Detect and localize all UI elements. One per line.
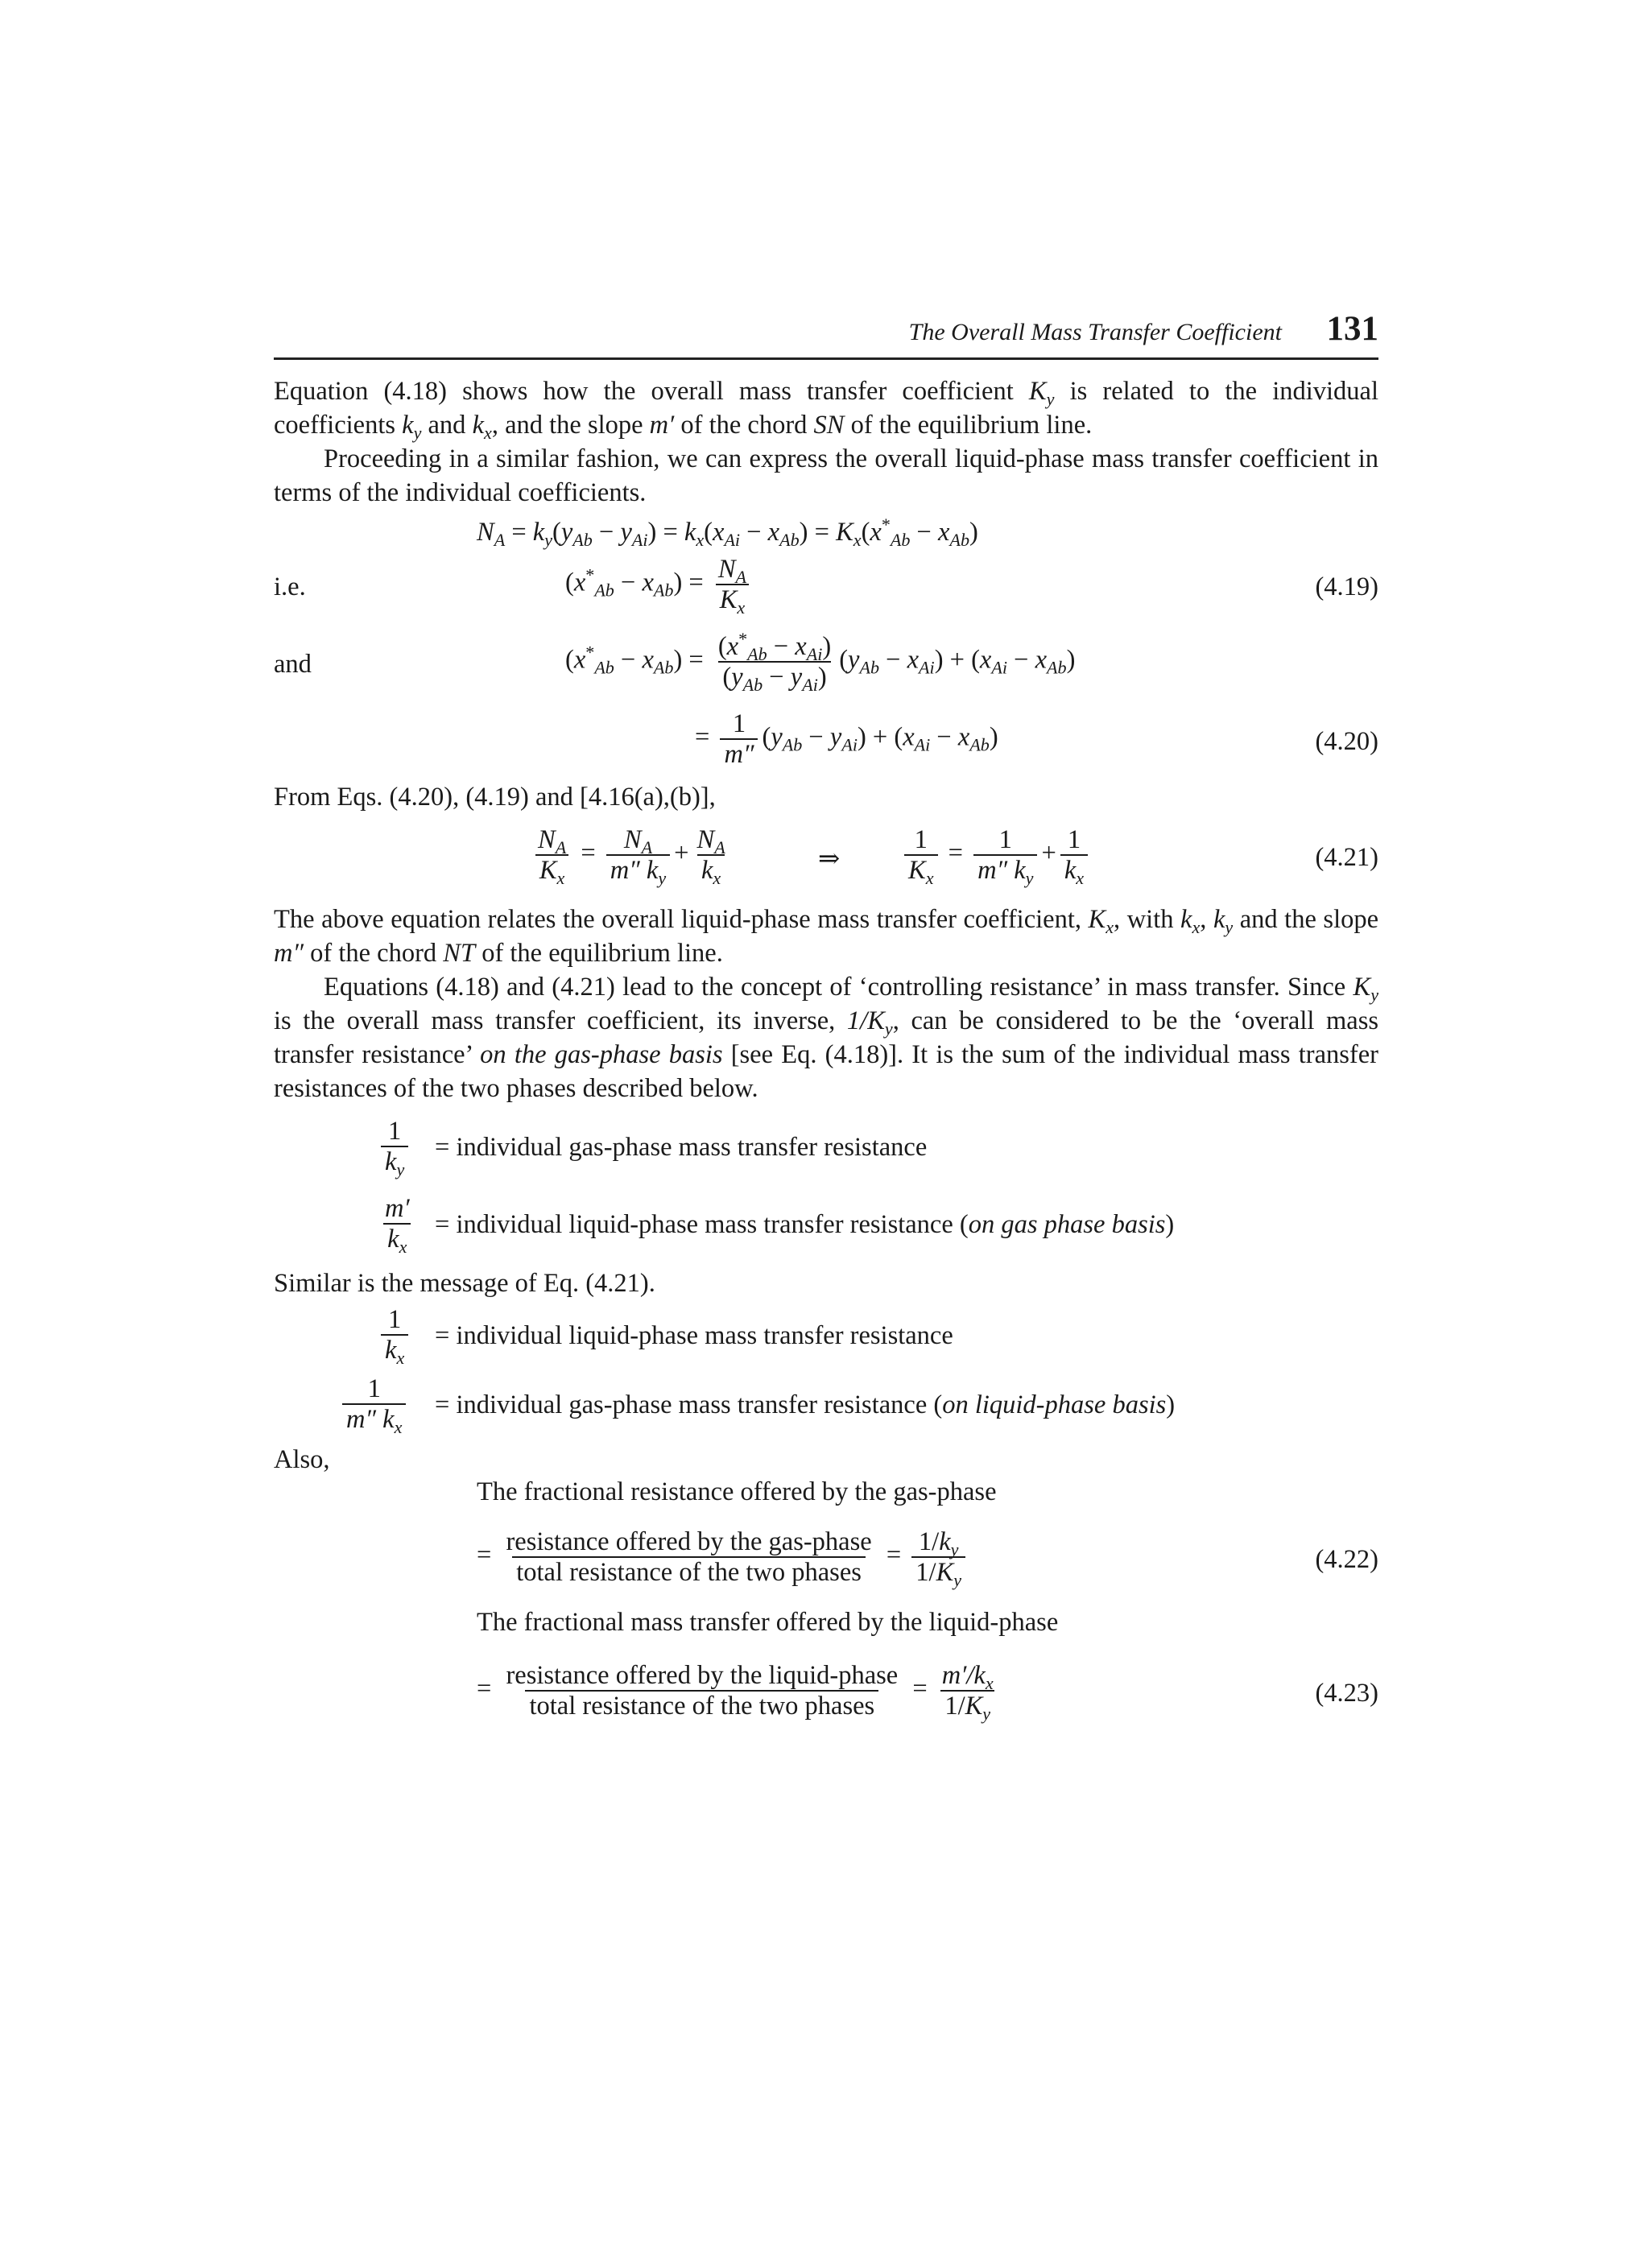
liquid-fraction-heading-row bbox=[274, 1608, 1378, 1653]
equation-number: (4.23) bbox=[1315, 1679, 1378, 1708]
equation-number: (4.20) bbox=[1315, 727, 1378, 756]
gas-fraction-numerator: resistance offered by the gas-phase bbox=[506, 1527, 872, 1556]
also-label: Also, bbox=[274, 1445, 330, 1474]
page bbox=[274, 310, 1379, 1743]
paragraph-6: Similar is the message of Eq. (4.21). bbox=[274, 1269, 655, 1298]
gas-fraction-heading-row bbox=[274, 1477, 1378, 1518]
equation-4-21: $\frac{N_A}{K_x}$ = $\frac{N_A}{m'' k_y}$ + $\frac{N_A}{k_x}$ ⇒ $\frac{1}{K_x}$ = $\frac{1}{m'' k_y}$ + $\frac{1}{k_x}$ (4.21) bbox=[274, 814, 1378, 903]
equation-number: (4.21) bbox=[1315, 843, 1378, 872]
equation-4-20-line-2: = $\frac{1}{m''}$ $(y_{Ab} - y_{Ai}) + (x_{Ai} - x_{Ab})$ (4.20) bbox=[695, 709, 1378, 769]
liquid-fraction-denominator: total resistance of the two phases bbox=[525, 1690, 878, 1721]
equation-4-23: = $\frac{\text{resistance offered by the liquid-phase}}{\text{total resistance of the two phases}}$ = $\frac{m'/k_x}{1/K_y}$ (4.23) bbox=[477, 1661, 1378, 1725]
also-row bbox=[274, 1442, 1378, 1477]
running-title: The Overall Mass Transfer Coefficient bbox=[908, 319, 1282, 345]
equation-number: (4.19) bbox=[1315, 572, 1378, 601]
gas-liquid-basis-row: $\frac{1}{m'' k_x}$ = individual gas-phase mass transfer resistance (on liquid-phase basis) bbox=[274, 1374, 1378, 1442]
gas-resistance-text: = individual gas-phase mass transfer resistance bbox=[435, 1133, 928, 1162]
liquid-fraction-numerator: resistance offered by the liquid-phase bbox=[506, 1661, 899, 1690]
paragraph-4: The above equation relates the overall liquid-phase mass transfer coefficient, $K_x$, with $k_x$, $k_y$ and the slope m″ of the chord NT of the equilibrium line. bbox=[274, 905, 1379, 968]
liquid-gas-basis-text: = individual liquid-phase mass transfer resistance (on gas phase basis) bbox=[435, 1210, 1175, 1239]
page-number: 131 bbox=[1326, 310, 1378, 348]
label-ie: i.e. bbox=[274, 572, 306, 601]
page-header bbox=[274, 310, 1378, 360]
gas-resistance-row: $\frac{1}{k_y}$ = individual gas-phase mass transfer resistance bbox=[274, 1105, 1378, 1188]
paragraph-3: From Eqs. (4.20), (4.19) and [4.16(a),(b)], bbox=[274, 783, 716, 812]
equation-4-19: i.e. $(x^*_{Ab} - x_{Ab})$ = $\frac{N_A}{K_x}$ (4.19) bbox=[274, 555, 1378, 618]
flux-equation: $N_A = k_y(y_{Ab} - y_{Ai}) = k_x(x_{Ai} - x_{Ab}) = K_x(x^*_{Ab} - x_{Ab})$ bbox=[477, 514, 978, 551]
equation-4-22: = $\frac{\text{resistance offered by the gas-phase}}{\text{total resistance of the two phases}}$ = $\frac{1/k_y}{1/K_y}$ (4.22) bbox=[477, 1527, 1378, 1591]
paragraph-1: Equation (4.18) shows how the overall mass transfer coefficient $K_y$ is related to the individual coefficients $k_y$ and $k_x$, and the slope m′ of the chord SN of the equilibrium line. bbox=[274, 377, 1378, 444]
liquid-gas-basis-row: $\frac{m'}{k_x}$ = individual liquid-phase mass transfer resistance (on gas phase basis) bbox=[385, 1194, 1175, 1258]
gas-liquid-basis-text: = individual gas-phase mass transfer resistance (on liquid-phase basis) bbox=[435, 1390, 1176, 1419]
paragraph-2: Proceeding in a similar fashion, we can express the overall liquid-phase mass transfer coefficient in terms of the individual coefficients. bbox=[274, 444, 1378, 507]
gas-fraction-heading: The fractional resistance offered by the gas-phase bbox=[477, 1477, 997, 1506]
label-and: and bbox=[274, 650, 312, 679]
liquid-resistance-text: = individual liquid-phase mass transfer resistance bbox=[435, 1321, 953, 1350]
gas-fraction-denominator: total resistance of the two phases bbox=[512, 1556, 866, 1587]
liquid-resistance-row: $\frac{1}{k_x}$ = individual liquid-phase mass transfer resistance bbox=[274, 1300, 1378, 1374]
liquid-fraction-heading: The fractional mass transfer offered by the liquid-phase bbox=[477, 1608, 1059, 1637]
equation-number: (4.22) bbox=[1315, 1545, 1378, 1574]
equation-4-20-line-1: and $(x^*_{Ab} - x_{Ab})$ = $\frac{(x^*_{Ab} - x_{Ai})}{(y_{Ab} - y_{Ai})}$ $(y_{Ab} - x_{Ai}) + (x_{Ai} - x_{Ab})$ bbox=[274, 628, 1076, 696]
paragraph-5: Equations (4.18) and (4.21) lead to the concept of ‘controlling resistance’ in mass transfer. Since $K_y$ is the overall mass transfer coefficient, its inverse, $1/K_y$, can be considered to be the ‘overall mass transfer resistance’ on the gas-phase basis [see Eq. (4.18)]. It is the sum of the individual mass transfer resistances of the two phases described below. bbox=[274, 973, 1378, 1103]
